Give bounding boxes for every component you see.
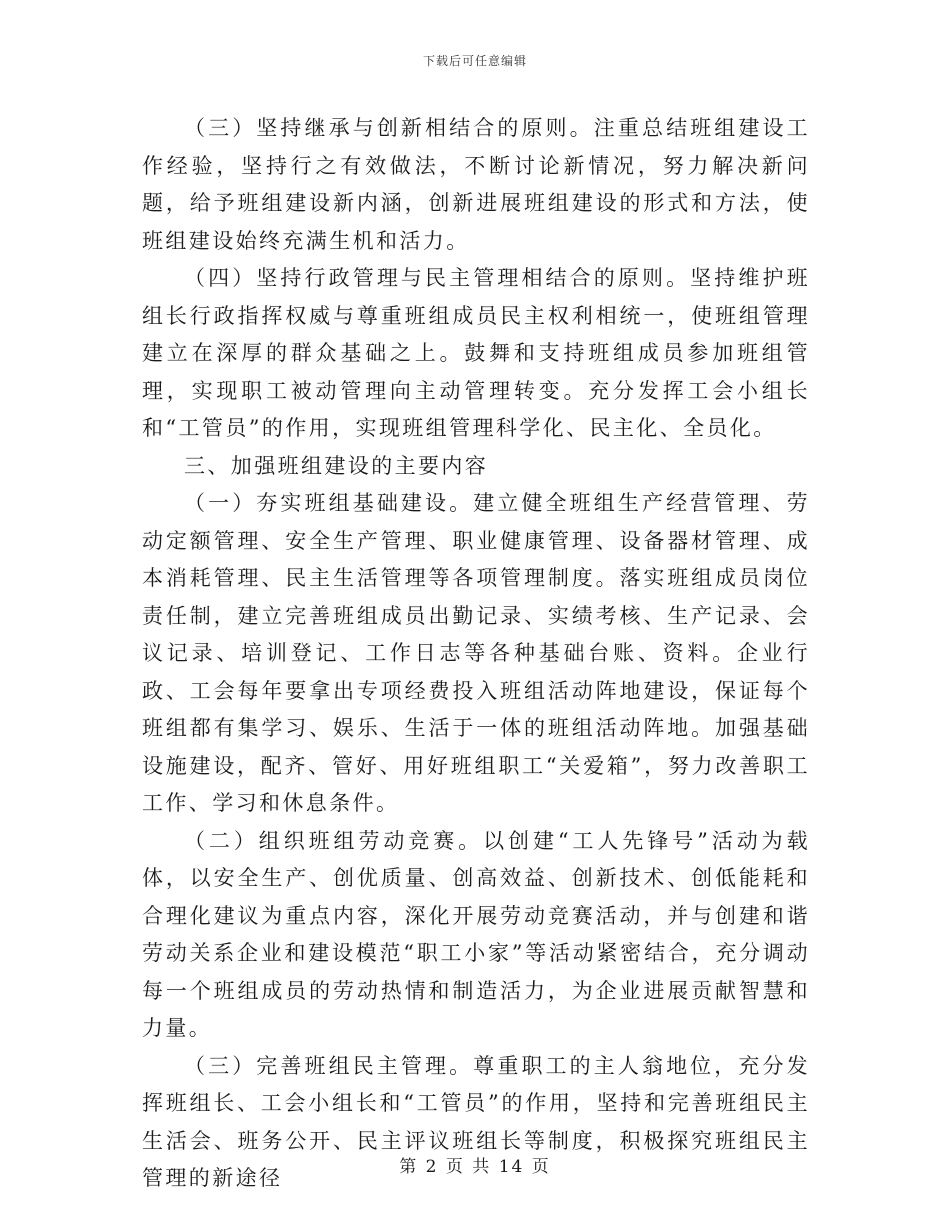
paragraph-content-1: （一）夯实班组基础建设。建立健全班组生产经营管理、劳动定额管理、安全生产管理、职业健康管理、设备器材管理、成本消耗管理、民主生活管理等各项管理制度。落实班组成员岗位责任制，建立完善班组成员出勤记录、实绩考核、生产记录、会议记录、培训登记、工作日志等各种基础台账、资料。企业行政、工会每年要拿出专项经费投入班组活动阵地建设，保证每个班组都有集学习、娱乐、生活于一体的班组活动阵地。加强基础设施建设，配齐、管好、用好班组职工“关爱箱”，努力改善职工工作、学习和休息条件。 [142, 491, 810, 815]
section-heading-3: 三、加强班组建设的主要内容 [184, 453, 489, 478]
paragraph-content-2: （二）组织班组劳动竞赛。以创建“工人先锋号”活动为载体，以安全生产、创优质量、创高效益、创新技术、创低能耗和合理化建议为重点内容，深化开展劳动竞赛活动，并与创建和谐劳动关系企业和建设模范“职工小家”等活动紧密结合，充分调动每一个班组成员的劳动热情和制造活力，为企业进展贡献智慧和力量。 [142, 828, 810, 1040]
page-number: 第 2 页 共 14 页 [399, 1157, 551, 1177]
paragraph-content-3: （三）完善班组民主管理。尊重职工的主人翁地位，充分发挥班组长、工会小组长和“工管员”的作用，坚持和完善班组民主生活会、班务公开、民主评议班组长等制度，积极探究班组民主管理的新途径 [142, 1053, 810, 1190]
paragraph-principle-4: （四）坚持行政管理与民主管理相结合的原则。坚持维护班组长行政指挥权威与尊重班组成员民主权利相统一，使班组管理建立在深厚的群众基础之上。鼓舞和支持班组成员参加班组管理，实现职工被动管理向主动管理转变。充分发挥工会小组长和“工管员”的作用，实现班组管理科学化、民主化、全员化。 [142, 266, 810, 440]
paragraph-principle-3: （三）坚持继承与创新相结合的原则。注重总结班组建设工作经验，坚持行之有效做法，不断讨论新情况，努力解决新问题，给予班组建设新内涵，创新进展班组建设的形式和方法，使班组建设始终充满生机和活力。 [142, 116, 810, 253]
page-header-note: 下载后可任意编辑 [422, 54, 527, 68]
document-body [142, 110, 810, 1198]
